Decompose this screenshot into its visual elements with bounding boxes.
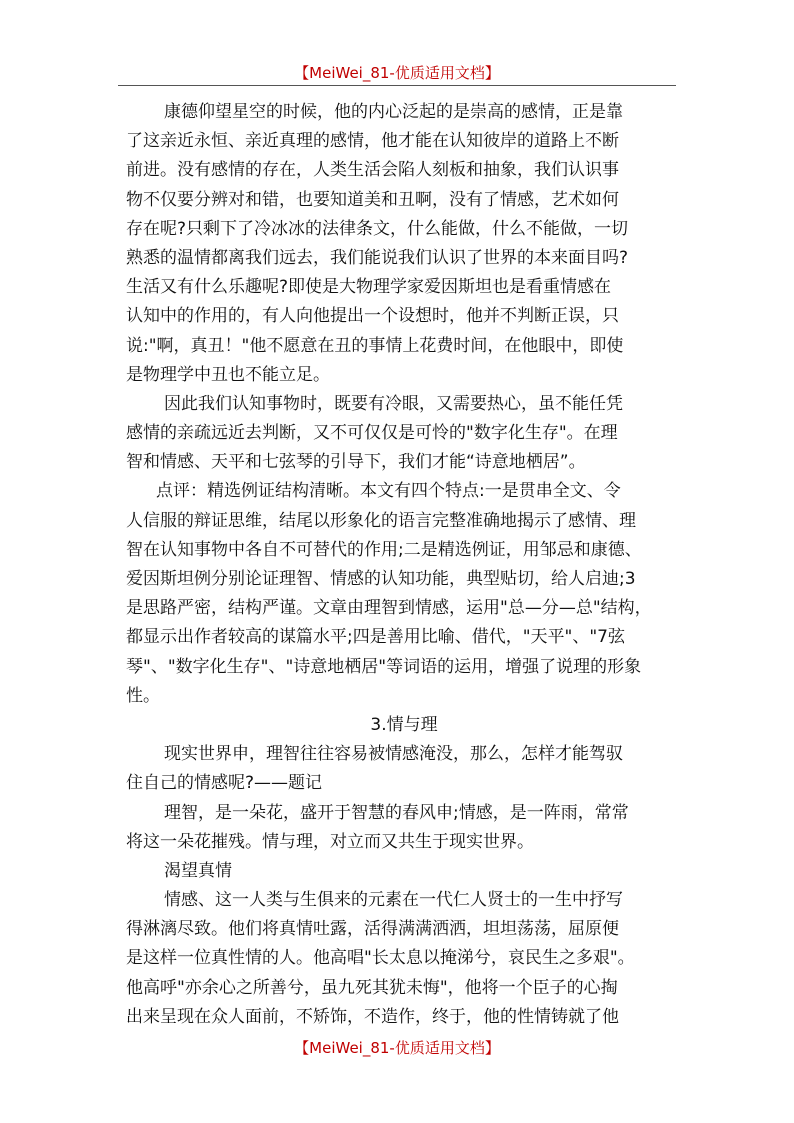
comment-line: 都显示出作者较高的谋篇水平;四是善用比喻、借代，"天平"、"7弦 (126, 627, 626, 648)
header-divider (118, 85, 676, 86)
comment-line: 是思路严密，结构严谨。文章由理智到情感，运用"总—分—总"结构， (126, 598, 652, 619)
text-line: 生活又有什么乐趣呢?即使是大物理学家爱因斯坦也是看重情感在 (126, 277, 612, 298)
text-line: 是物理学中丑也不能立足。 (126, 364, 330, 385)
text-line: 前进。没有感情的存在，人类生活会陷人刻板和抽象，我们认识事 (126, 160, 619, 181)
text-line: 认知中的作用的，有人向他提出一个设想时，他并不判断正误，只 (126, 306, 619, 327)
text-line: 存在呢?只剩下了冷冰冰的法律条文，什么能做，什么不能做，一切 (126, 218, 629, 239)
text-line: 情感、这一人类与生俱来的元素在一代仁人贤士的一生中抒写 (164, 890, 623, 911)
text-line: 出来呈现在众人面前，不矫饰，不造作，终于，他的性情铸就了他 (126, 1006, 619, 1027)
text-line: 了这亲近永恒、亲近真理的感情，他才能在认知彼岸的道路上不断 (126, 131, 619, 152)
text-line: 因此我们认知事物时，既要有冷眼，又需要热心，虽不能任凭 (164, 393, 623, 414)
page-footer: 【MeiWei_81-优质适用文档】 (294, 1039, 500, 1057)
comment-line: 点评：精选例证结构清晰。本文有四个特点:一是贯串全文、令 (156, 481, 621, 502)
text-line: 智和情感、天平和七弦琴的引导下，我们才能“诗意地栖居”。 (126, 452, 586, 473)
text-line: 感情的亲疏远近去判断，又不可仅仅是可怜的"数字化生存"。在理 (126, 423, 618, 444)
subheading: 渴望真情 (164, 860, 232, 881)
document-body (126, 98, 682, 1032)
text-line: 得淋漓尽致。他们将真情吐露，活得满满洒洒，坦坦荡荡，屈原便 (126, 919, 619, 940)
text-line: 住自己的情感呢?——题记 (126, 773, 323, 794)
text-line: 将这一朵花摧残。情与理，对立而又共生于现实世界。 (126, 831, 534, 852)
text-line: 熟悉的温情都离我们远去，我们能说我们认识了世界的本来面目吗? (126, 247, 629, 268)
text-line: 现实世界申，理智往往容易被情感淹没，那么，怎样才能驾驭 (164, 744, 623, 765)
text-line: 物不仅要分辨对和错，也要知道美和丑啊，没有了情感，艺术如何 (126, 189, 619, 210)
text-line: 是这样一位真性情的人。他高唱"长太息以掩涕兮，哀民生之多艰"。 (126, 948, 635, 969)
comment-line: 爱因斯坦例分别论证理智、情感的认知功能，典型贴切，给人启迪;3 (126, 569, 636, 589)
comment-line: 智在认知事物中各自不可替代的作用;二是精选例证，用邹忌和康德、 (126, 539, 642, 560)
text-line: 他高呼"亦余心之所善兮，虽九死其犹未悔"，他将一个臣子的心掏 (126, 977, 618, 998)
page-header: 【MeiWei_81-优质适用文档】 (294, 64, 500, 82)
comment-line: 琴"、"数字化生存"、"诗意地栖居"等词语的运用，增强了说理的形象 (126, 656, 642, 677)
text-line: 说:"啊，真丑！"他不愿意在丑的事情上花费时间，在他眼中，即使 (126, 335, 624, 356)
text-line: 理智，是一朵花，盛开于智慧的春风申;情感，是一阵雨，常常 (164, 802, 629, 823)
text-line: 康德仰望星空的时候，他的内心泛起的是崇高的感情，正是靠 (164, 102, 623, 122)
comment-line: 性。 (126, 685, 160, 706)
section-title: 3.情与理 (370, 714, 438, 735)
comment-line: 人信服的辩证思维，结尾以形象化的语言完整准确地揭示了感情、理 (126, 510, 636, 531)
